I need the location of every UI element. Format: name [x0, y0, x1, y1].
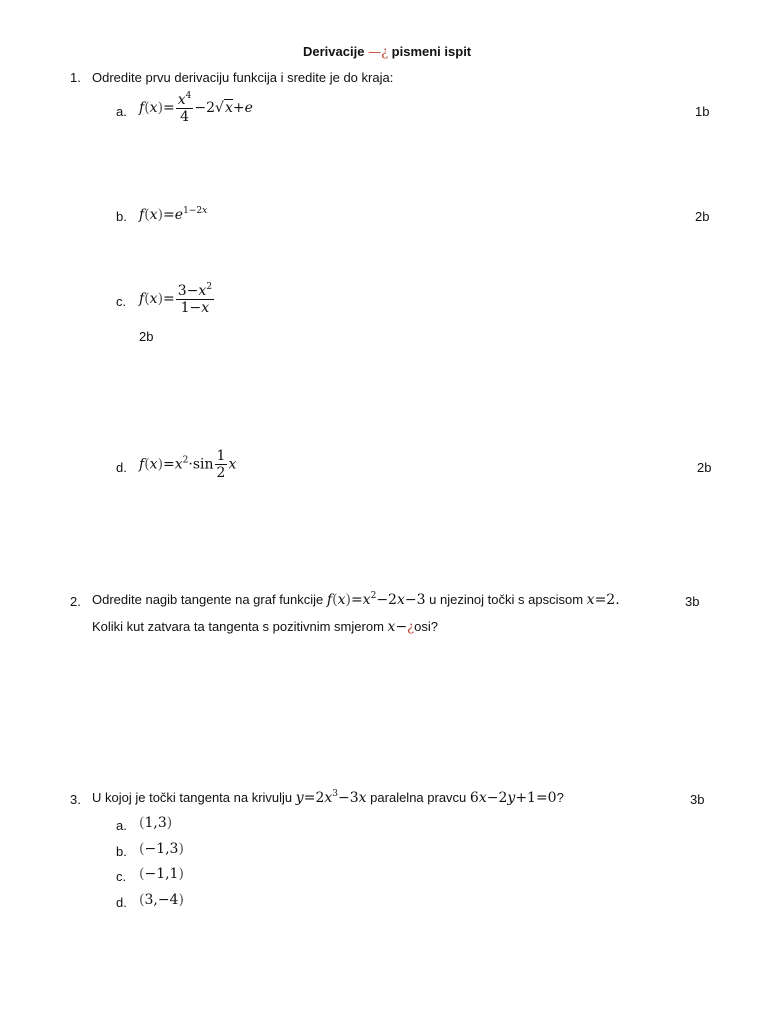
q3-option-a-label: a.: [116, 818, 127, 833]
q2-line2-glitch: ¿: [407, 620, 415, 635]
q2-line2: [92, 619, 438, 635]
q1-text: Odredite prvu derivaciju funkcija i sredite je do kraja:: [92, 70, 394, 85]
q3-text-c: ?: [556, 790, 564, 805]
q3-option-b: (−1,3): [139, 841, 184, 857]
q1b-formula: $f(x)=e^{1-2x}$: [139, 206, 208, 223]
q3-line-eq: 6x−2y+1=0: [469, 790, 557, 806]
q3-option-a-value: 1,3: [144, 815, 167, 831]
q1c-points: 2b: [139, 329, 154, 344]
q1b-label: b.: [116, 209, 127, 224]
q2-abscissa: x=2.: [586, 592, 620, 608]
q3-option-d-label: d.: [116, 895, 127, 910]
q2-points: 3b: [685, 594, 700, 609]
q2-line1: [92, 591, 620, 608]
q1d-formula: $f(x)=x^2\cdot\sin$ $\frac{1}{2}$ x: [139, 448, 237, 481]
q3-option-d-value: 3,−4: [144, 892, 179, 908]
q1c-formula: f(x)= $\frac{3-x^2}{1-x}$: [139, 282, 213, 316]
q1a-points: 1b: [695, 104, 710, 119]
q3-option-b-value: −1,3: [144, 841, 179, 857]
q1a-label: a.: [116, 104, 127, 119]
q3-points: 3b: [690, 792, 705, 807]
q2-text-b: u njezinoj točki s apscisom: [429, 592, 584, 607]
title-main: Derivacije: [303, 44, 365, 59]
q3-curve: $y=2x^3-3x$: [295, 789, 367, 806]
q2-function: $f(x)=x^2-2x-3$: [326, 591, 426, 608]
q1d-points: 2b: [697, 460, 712, 475]
q3-text-b: paralelna pravcu: [370, 790, 467, 805]
q3-option-c: (−1,1): [139, 866, 184, 882]
title-rest: pismeni ispit: [391, 44, 472, 59]
q3-option-a: (1,3): [139, 815, 173, 831]
q3-option-c-value: −1,1: [144, 866, 179, 882]
title-glitch: —¿: [368, 45, 389, 60]
q1c-label: c.: [116, 294, 127, 309]
q3-text-a: U kojoj je točki tangenta na krivulju: [92, 790, 293, 805]
q3-option-c-label: c.: [116, 869, 127, 884]
q1b-points: 2b: [695, 209, 710, 224]
q3-option-b-label: b.: [116, 844, 127, 859]
q3-line1: [92, 789, 564, 806]
q1d-label: d.: [116, 460, 127, 475]
q1-number: 1.: [70, 70, 81, 85]
q3-option-d: (3,−4): [139, 892, 184, 908]
page-title: [303, 44, 471, 60]
q2-text-a: Odredite nagib tangente na graf funkcije: [92, 592, 324, 607]
q2-line2-b: osi?: [414, 619, 439, 634]
q2-x-axis: x−: [387, 619, 408, 635]
q2-number: 2.: [70, 594, 81, 609]
q2-line2-a: Koliki kut zatvara ta tangenta s pozitivnim smjerom: [92, 619, 384, 634]
q1a-formula: f(x)= $\frac{x^4}{4}$ −2√x+e: [139, 91, 253, 125]
q3-number: 3.: [70, 792, 81, 807]
